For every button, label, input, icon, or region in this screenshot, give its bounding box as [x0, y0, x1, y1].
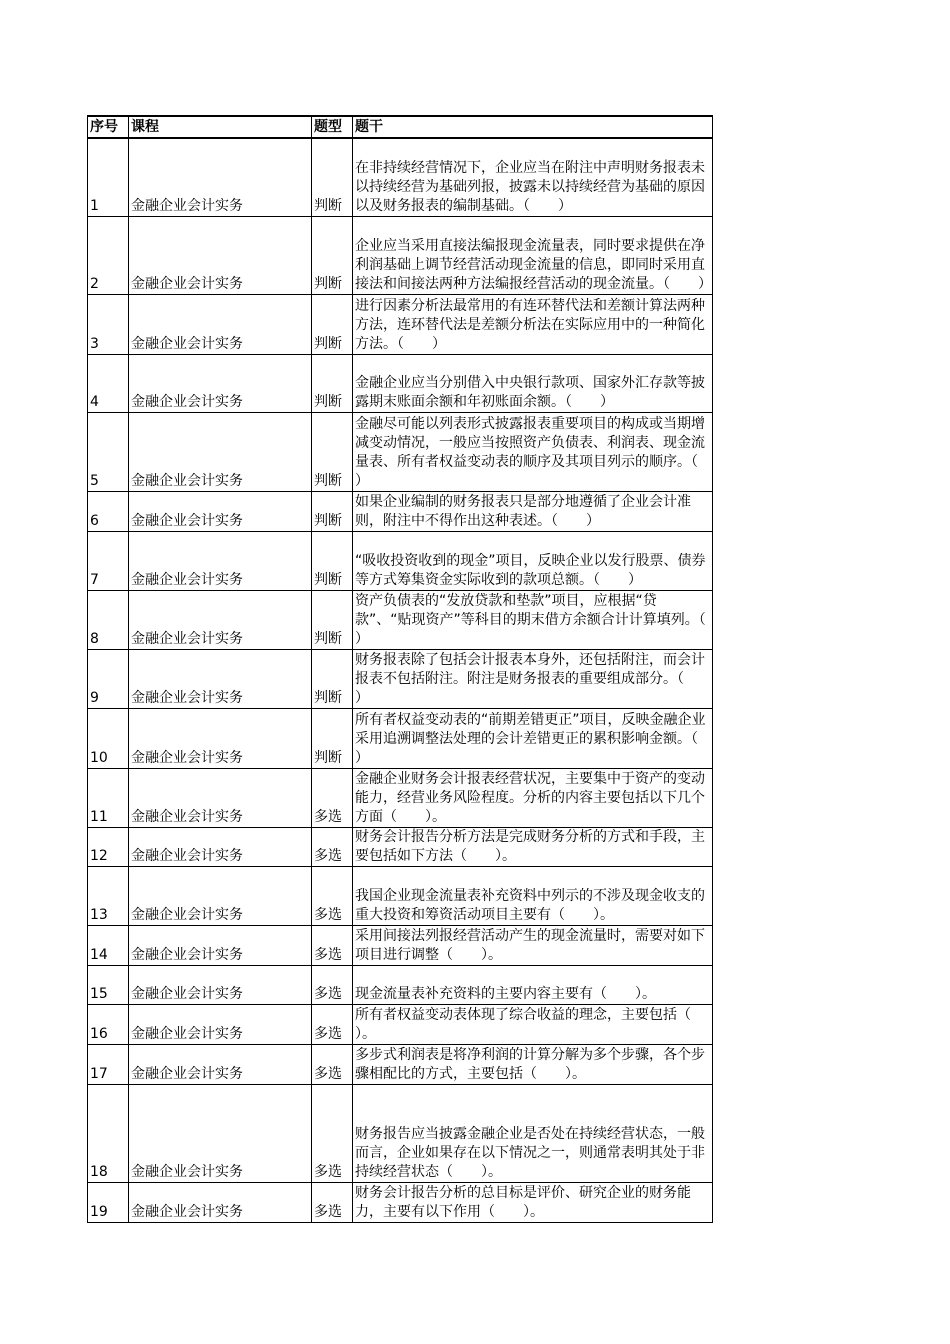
cell-course: 金融企业会计实务 — [129, 649, 312, 708]
cell-stem: 金融尽可能以列表形式披露报表重要项目的构成或当期增减变动情况，一般应当按照资产负债表、利润表、现金流量表、所有者权益变动表的顺序及其项目列示的顺序。（ ） — [353, 412, 713, 491]
cell-course: 金融企业会计实务 — [129, 354, 312, 412]
table-row — [88, 590, 713, 649]
cell-stem: 现金流量表补充资料的主要内容主要有（ ）。 — [353, 965, 713, 1004]
cell-type: 判断 — [312, 354, 353, 412]
table-row — [88, 354, 713, 412]
cell-stem: 进行因素分析法最常用的有连环替代法和差额计算法两种方法，连环替代法是差额分析法在实际应用中的一种简化方法。（ ） — [353, 294, 713, 354]
cell-course: 金融企业会计实务 — [129, 491, 312, 531]
cell-stem: 所有者权益变动表的“前期差错更正”项目，反映金融企业采用追溯调整法处理的会计差错更正的累积影响金额。（ ） — [353, 708, 713, 768]
cell-type: 判断 — [312, 491, 353, 531]
cell-stem: 财务报告应当披露金融企业是否处在持续经营状态，一般而言，企业如果存在以下情况之一，则通常表明其处于非持续经营状态（ ）。 — [353, 1084, 713, 1182]
cell-stem: “吸收投资收到的现金”项目，反映企业以发行股票、债券等方式筹集资金实际收到的款项总额。（ ） — [353, 531, 713, 590]
cell-type: 判断 — [312, 412, 353, 491]
cell-type: 判断 — [312, 138, 353, 216]
cell-course: 金融企业会计实务 — [129, 866, 312, 925]
cell-course: 金融企业会计实务 — [129, 294, 312, 354]
table-row — [88, 866, 713, 925]
table-row — [88, 491, 713, 531]
cell-course: 金融企业会计实务 — [129, 1004, 312, 1044]
cell-type: 多选 — [312, 965, 353, 1004]
cell-stem: 如果企业编制的财务报表只是部分地遵循了企业会计准则，附注中不得作出这种表述。（ ） — [353, 491, 713, 531]
table-row — [88, 965, 713, 1004]
cell-no: 16 — [88, 1004, 129, 1044]
cell-no: 6 — [88, 491, 129, 531]
cell-stem: 企业应当采用直接法编报现金流量表，同时要求提供在净利润基础上调节经营活动现金流量的信息，即同时采用直接法和间接法两种方法编报经营活动的现金流量。（ ） — [353, 216, 713, 294]
table-row — [88, 827, 713, 866]
header-type: 题型 — [312, 116, 353, 138]
cell-stem: 财务会计报告分析的总目标是评价、研究企业的财务能力，主要有以下作用（ ）。 — [353, 1182, 713, 1222]
cell-no: 8 — [88, 590, 129, 649]
cell-type: 多选 — [312, 1044, 353, 1084]
cell-no: 2 — [88, 216, 129, 294]
cell-type: 多选 — [312, 768, 353, 827]
cell-course: 金融企业会计实务 — [129, 827, 312, 866]
question-table — [87, 115, 734, 1223]
cell-stem: 财务会计报告分析方法是完成财务分析的方式和手段，主要包括如下方法（ ）。 — [353, 827, 713, 866]
cell-no: 7 — [88, 531, 129, 590]
cell-no: 15 — [88, 965, 129, 1004]
cell-stem: 财务报表除了包括会计报表本身外，还包括附注，而会计报表不包括附注。附注是财务报表的重要组成部分。（ ） — [353, 649, 713, 708]
cell-type: 多选 — [312, 1084, 353, 1182]
cell-no: 3 — [88, 294, 129, 354]
cell-course: 金融企业会计实务 — [129, 1182, 312, 1222]
cell-type: 多选 — [312, 925, 353, 965]
table-row — [88, 1084, 713, 1182]
cell-no: 1 — [88, 138, 129, 216]
cell-course: 金融企业会计实务 — [129, 590, 312, 649]
cell-type: 判断 — [312, 590, 353, 649]
cell-type: 多选 — [312, 1182, 353, 1222]
cell-no: 5 — [88, 412, 129, 491]
header-stem: 题干 — [353, 116, 713, 138]
cell-stem: 金融企业应当分别借入中央银行款项、国家外汇存款等披露期末账面余额和年初账面余额。（ ） — [353, 354, 713, 412]
table-row — [88, 138, 713, 216]
cell-no: 12 — [88, 827, 129, 866]
cell-no: 17 — [88, 1044, 129, 1084]
table-row — [88, 531, 713, 590]
table-row — [88, 294, 713, 354]
table-row — [88, 768, 713, 827]
cell-course: 金融企业会计实务 — [129, 708, 312, 768]
cell-no: 14 — [88, 925, 129, 965]
table-row — [88, 1182, 713, 1222]
header-no: 序号 — [88, 116, 129, 138]
cell-type: 判断 — [312, 708, 353, 768]
cell-type: 判断 — [312, 649, 353, 708]
cell-no: 10 — [88, 708, 129, 768]
cell-course: 金融企业会计实务 — [129, 768, 312, 827]
cell-course: 金融企业会计实务 — [129, 531, 312, 590]
cell-no: 11 — [88, 768, 129, 827]
cell-course: 金融企业会计实务 — [129, 925, 312, 965]
cell-stem: 在非持续经营情况下，企业应当在附注中声明财务报表未以持续经营为基础列报，披露未以持续经营为基础的原因以及财务报表的编制基础。（ ） — [353, 138, 713, 216]
cell-no: 19 — [88, 1182, 129, 1222]
cell-type: 多选 — [312, 866, 353, 925]
cell-no: 13 — [88, 866, 129, 925]
cell-no: 18 — [88, 1084, 129, 1182]
header-course: 课程 — [129, 116, 312, 138]
cell-type: 判断 — [312, 531, 353, 590]
cell-course: 金融企业会计实务 — [129, 1044, 312, 1084]
table-row — [88, 708, 713, 768]
table-row — [88, 925, 713, 965]
table-row — [88, 649, 713, 708]
table-row — [88, 1044, 713, 1084]
table-row — [88, 412, 713, 491]
cell-no: 4 — [88, 354, 129, 412]
cell-course: 金融企业会计实务 — [129, 216, 312, 294]
cell-stem: 所有者权益变动表体现了综合收益的理念，主要包括（ ）。 — [353, 1004, 713, 1044]
header-row — [88, 116, 713, 138]
cell-course: 金融企业会计实务 — [129, 965, 312, 1004]
cell-course: 金融企业会计实务 — [129, 412, 312, 491]
cell-stem: 金融企业财务会计报表经营状况，主要集中于资产的变动能力，经营业务风险程度。分析的内容主要包括以下几个方面（ ）。 — [353, 768, 713, 827]
table-row — [88, 216, 713, 294]
table-row — [88, 1004, 713, 1044]
cell-type: 判断 — [312, 216, 353, 294]
cell-type: 多选 — [312, 827, 353, 866]
cell-no: 9 — [88, 649, 129, 708]
cell-type: 判断 — [312, 294, 353, 354]
cell-stem: 采用间接法列报经营活动产生的现金流量时，需要对如下项目进行调整（ ）。 — [353, 925, 713, 965]
cell-stem: 多步式利润表是将净利润的计算分解为多个步骤，各个步骤相配比的方式，主要包括（ ）。 — [353, 1044, 713, 1084]
cell-type: 多选 — [312, 1004, 353, 1044]
cell-stem: 资产负债表的“发放贷款和垫款”项目，应根据“贷款”、“贴现资产”等科目的期末借方余额合计计算填列。（ ） — [353, 590, 713, 649]
cell-course: 金融企业会计实务 — [129, 138, 312, 216]
cell-stem: 我国企业现金流量表补充资料中列示的不涉及现金收支的重大投资和筹资活动项目主要有（ ）。 — [353, 866, 713, 925]
cell-course: 金融企业会计实务 — [129, 1084, 312, 1182]
